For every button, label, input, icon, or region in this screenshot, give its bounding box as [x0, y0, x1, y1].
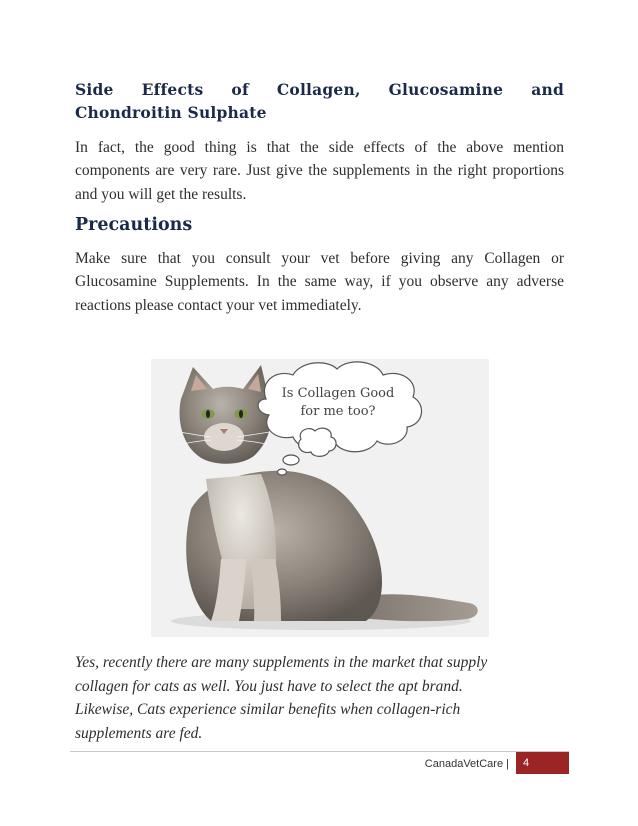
footer-page-number: 4	[516, 752, 569, 774]
caption-line: Yes, recently there are many supplements in the market that supply	[75, 654, 488, 671]
paragraph-side-effects: In fact, the good thing is that the side effects of the above mention components are very rare. Just give the supplements in the right proportions and you will get the results.	[75, 139, 564, 203]
caption-line: Likewise, Cats experience similar benefits when collagen-rich	[75, 701, 461, 718]
caption-line: collagen for cats as well. You just have to select the apt brand.	[75, 677, 463, 695]
paragraph-precautions: Make sure that you consult your vet before giving any Collagen or Glucosamine Supplements. In the same way, if you observe any adverse reactions please contact your vet immediately.	[75, 250, 564, 314]
photo-caption	[75, 651, 564, 745]
section-heading-side-effects: Side Effects of Collagen, Glucosamine and Chondroitin Sulphate	[75, 80, 564, 122]
cat-photo	[151, 359, 489, 637]
footer-brand: CanadaVetCare |	[424, 758, 509, 770]
footer-divider	[70, 751, 569, 752]
thought-bubble-line2: for me too?	[300, 404, 376, 419]
caption-line: supplements are fed.	[75, 724, 203, 742]
section-heading-precautions: Precautions	[75, 215, 193, 235]
cat-illustration	[151, 359, 489, 637]
thought-bubble-line1: Is Collagen Good	[281, 386, 395, 401]
